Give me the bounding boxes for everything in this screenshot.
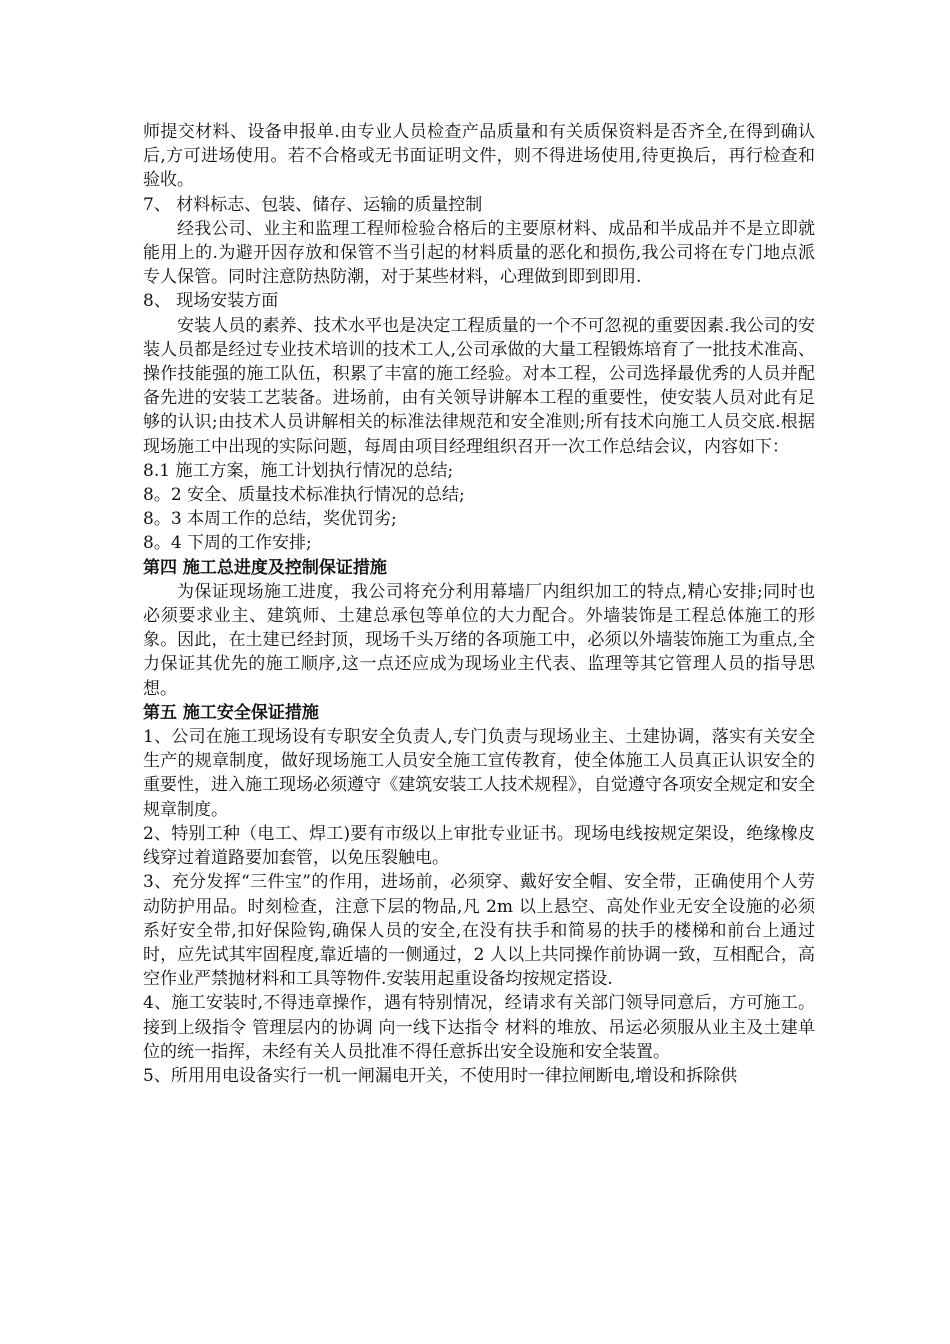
paragraph: 3、充分发挥“三件宝”的作用，进场前，必须穿、戴好安全帽、安全带，正确使用个人劳动防护用品。时刻检查，注意下层的物品,凡 2m 以上悬空、高处作业无安全设施的必须系好安全带,扣好保险钩,确保人员的安全,在没有扶手和简易的扶手的楼梯和前台上通过时，应先试其牢固程度,靠近墙的一侧通过，2 人以上共同操作前协调一致，互相配合，高空作业严禁抛材料和工具等物件.安装用起重设备均按规定搭设. [143, 872, 815, 990]
paragraph: 经我公司、业主和监理工程师检验合格后的主要原材料、成品和半成品并不是立即就能用上的.为避开因存放和保管不当引起的材料质量的恶化和损伤,我公司将在专门地点派专人保管。同时注意防热防潮，对于某些材料，心理做到即到即用. [143, 218, 815, 288]
paragraph: 1、公司在施工现场设有专职安全负责人,专门负责与现场业主、土建协调，落实有关安全生产的规章制度，做好现场施工人员安全施工宣传教育，使全体施工人员真正认识安全的重要性，进入施工现场必须遵守《建筑安装工人技术规程》，自觉遵守各项安全规定和安全规章制度。 [143, 727, 815, 820]
section-heading: 第五 施工安全保证措施 [143, 702, 319, 723]
list-item: 8。4 下周的工作安排; [143, 533, 312, 554]
section-item-heading: 8、 现场安装方面 [143, 291, 279, 312]
list-item: 8。3 本周工作的总结，奖优罚劣; [143, 509, 397, 530]
list-item: 8.1 施工方案，施工计划执行情况的总结; [143, 460, 454, 481]
paragraph: 为保证现场施工进度，我公司将充分利用幕墙厂内组织加工的特点,精心安排;同时也必须要求业主、建筑师、土建总承包等单位的大力配合。外墙装饰是工程总体施工的形象。因此，在土建已经封顶，现场千头万绪的各项施工中，必须以外墙装饰施工为重点,全力保证其优先的施工顺序,这一点还应成为现场业主代表、监理等其它管理人员的指导思想。 [143, 581, 815, 699]
paragraph: 4、施工安装时,不得违章操作，遇有特别情况，经请求有关部门领导同意后，方可施工。接到上级指令 管理层内的协调 向一线下达指令 材料的堆放、吊运必须服从业主及土建单位的统一指挥，未经有关人员批准不得任意拆出安全设施和安全装置。 [143, 993, 815, 1062]
document-body [143, 120, 815, 1088]
paragraph: 安装人员的素养、技术水平也是决定工程质量的一个不可忽视的重要因素.我公司的安装人员都是经过专业技术培训的技术工人,公司承做的大量工程锻炼培育了一批技术准高、操作技能强的施工队伍，积累了丰富的施工经验。对本工程，公司选择最优秀的人员并配备先进的安装工艺装备。进场前，由有关领导讲解本工程的重要性，使安装人员对此有足够的认识;由技术人员讲解相关的标准法律规范和安全准则;所有技术向施工人员交底.根据现场施工中出现的实际问题，每周由项目经理组织召开一次工作总结会议，内容如下： [143, 315, 815, 457]
paragraph: 师提交材料、设备申报单.由专业人员检查产品质量和有关质保资料是否齐全,在得到确认后,方可进场使用。若不合格或无书面证明文件，则不得进场使用,待更换后，再行检查和验收。 [143, 122, 815, 191]
paragraph: 5、所用用电设备实行一机一闸漏电开关，不使用时一律拉闸断电,增设和拆除供 [143, 1065, 738, 1086]
list-item: 8。2 安全、质量技术标准执行情况的总结; [143, 485, 465, 506]
section-heading: 第四 施工总进度及控制保证措施 [143, 557, 387, 578]
paragraph: 2、特别工种（电工、焊工)要有市级以上审批专业证书。现场电线按规定架设，绝缘橡皮线穿过着道路要加套管，以免压裂触电。 [143, 823, 815, 869]
section-item-heading: 7、 材料标志、包装、储存、运输的质量控制 [143, 194, 483, 215]
